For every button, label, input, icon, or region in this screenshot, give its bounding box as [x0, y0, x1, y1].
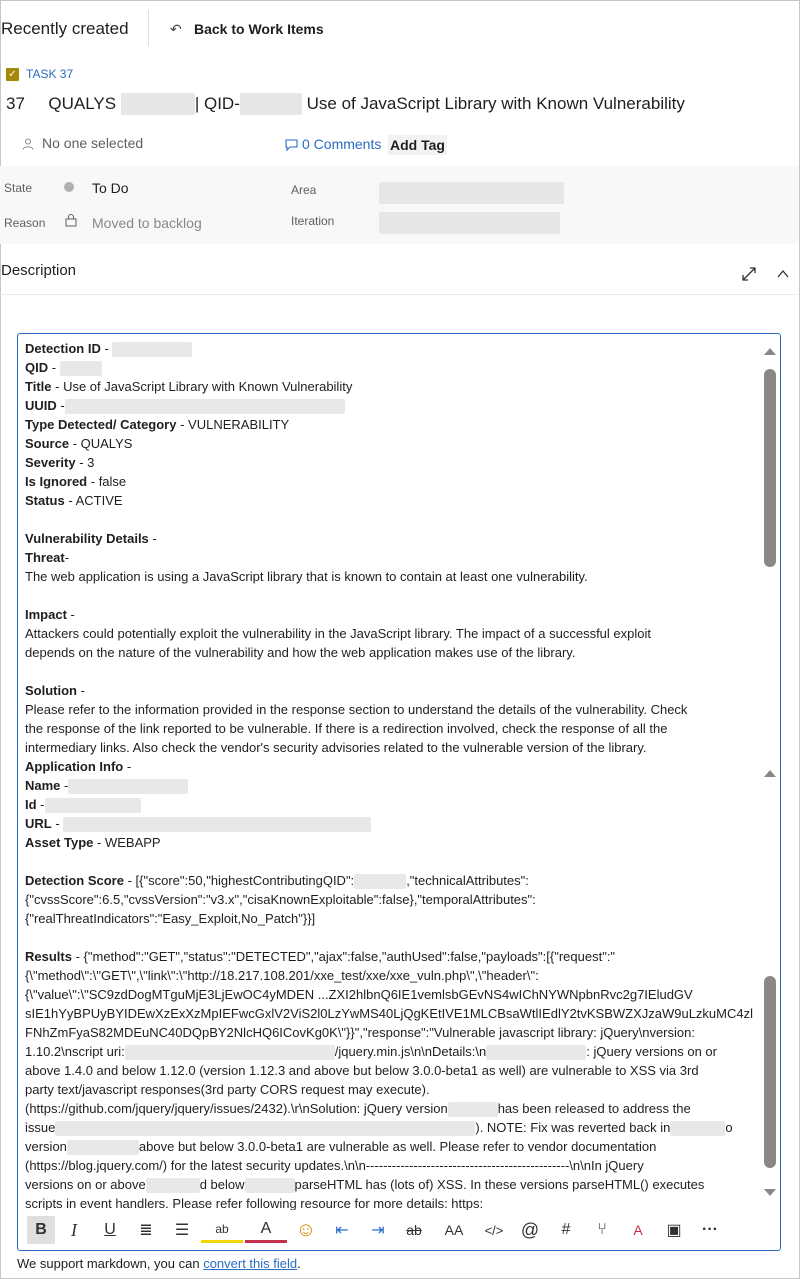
results-line: version: [25, 1139, 67, 1154]
description-heading: Description: [1, 262, 77, 279]
uuid-label: UUID: [25, 398, 57, 413]
redacted-value: [125, 1045, 335, 1060]
description-editor[interactable]: [17, 333, 781, 1251]
url-label: URL: [25, 816, 52, 831]
detection-id-label: Detection ID: [25, 341, 101, 356]
strikethrough-button[interactable]: ab: [406, 1222, 422, 1238]
indent-button[interactable]: ⇥: [371, 1222, 385, 1239]
more-options-button[interactable]: ···: [702, 1221, 718, 1238]
results-line: FNhZmFyaS82MDEuNC40DQpBY2NlcHQ6ICovKg0K\"}}","response":"Vulnerable javascript library: jQuery\nversion:: [25, 1025, 695, 1040]
title-value: Use of JavaScript Library with Known Vulnerability: [63, 379, 353, 394]
redacted-value: [486, 1045, 586, 1060]
redacted-value: [245, 1178, 295, 1193]
add-tag-button[interactable]: Add Tag: [390, 137, 445, 153]
hashtag-button[interactable]: #: [561, 1221, 571, 1238]
header-divider: [148, 10, 149, 46]
redacted-value: [60, 361, 102, 376]
ignored-label: Is Ignored: [25, 474, 88, 489]
results-label: Results: [25, 949, 72, 964]
source-label: Source: [25, 436, 70, 451]
type-label: Type Detected/ Category: [25, 417, 177, 432]
name-label: Name: [25, 778, 61, 793]
iteration-value[interactable]: [379, 212, 560, 234]
italic-button[interactable]: I: [71, 1219, 77, 1240]
severity-label: Severity: [25, 455, 76, 470]
code-button[interactable]: </>: [484, 1222, 504, 1238]
results-line: {\"method\":\"GET\",\"link\":\"http://18.217.108.201/xxe_test/xxe/xxe_vuln.php\",\"header\":: [25, 968, 539, 983]
redacted-value: [63, 817, 371, 832]
task-check-icon: ✓: [6, 68, 19, 81]
description-content[interactable]: Detection ID - QID - Title - Use of JavaScript Library with Known Vulnerability UUID - Type Detected/ Category - VULNERABILITY Source - QUALYS Severity - 3 Is Ignored - false Status - ACTIVE Vulnerability Details - Threat- The web application is using a JavaScript library that is known to contain at least one vulnerability. Impact - Attackers could potentially exploit the vulnerability in the JavaScript library. The impact of a successful exploit depends on the nature of the vulnerability and how the web application makes use of the library. Solution - Please refer to the information provided in the response section to understand the details of the vulnerability. Check the response of the link reported to be vulnerable. If there is a redirection involved, check the response of all the intermediary links. Also check the vendor's security advisories related to the vulnerable version of the library. Application Info - Name - Id - URL - Asset Type - WEBAPP Detection Score - [{"score":50,"highestContributingQID": ,"technicalAttributes": {"cvssScore":6.5,"cvssVersion":"v3.x","cisaKnownExploitable":false},"temporalAttributes": {"realThreatIndicators":"Easy_Exploit,No_Patch"}}] Results - {"method":"GET","status":"DETECTED","ajax":false,"authUsed":false,"payloads":[{"request":" {\"method\":\"GET\",\"link\":\"http://18.217.108.201/xxe_test/xxe/xxe_vuln.php\",\"header\": {\"value\":\"SC9zdDogMTguMjE3LjEwOC4yMDEN ...ZXI2hlbnQ6IE1vemlsbGEvNS4wIChNYWNpbnRvc2g7IEludGV sIE1hYyBPUyBYIDEwXzExXzMpIEFwcGxlV2ViS2l0LzYwMS40LjQgKEtIVE1MLCBsaWtlIEdlY2tvKSBWZXJzaW9uLzkuMC4zl FNhZmFyaS82MDEuNC40DQpBY2NlcHQ6ICovKg0K\"}}","response":"Vulnerable javascript library: jQuery\nversion: 1.10.2\nscript uri: /jquery.min.js\n\nDetails:\n : jQuery versions on or above 1.4.0 and below 1.12.0 (version 1.12.3 and above but below 3.0.0-beta1 as well) are vulnerable to XSS via 3rd party text/javascript responses(3rd party CORS request may execute). (https://github.com/jquery/jquery/issues/2432).\r\nSolution: jQuery version has been released to address the issue ). NOTE: Fix was reverted back in o version above but below 3.0.0-beta1 are vulnerable as well. Please refer to vendor documentation (https://blog.jquery.com/) for the latest security updates.\n\n-----------------------------------------------\n\nIn jQuery versions on or above d below parseHTML has (lots of) XSS. In these versions parseHTML() executes scripts in event handlers. Please refer following resource for more details: https:: [25, 339, 753, 1210]
scroll-up-icon[interactable]: [763, 346, 777, 356]
results-line: (https://github.com/jquery/jquery/issues/2432).\r\nSolution: jQuery version: [25, 1101, 448, 1116]
asset-type-value: WEBAPP: [104, 835, 161, 850]
work-item-type: [6, 67, 73, 81]
detection-score-text: [{"score":50,"highestContributingQID":: [135, 873, 355, 888]
title-label: Title: [25, 379, 52, 394]
results-line: above 1.4.0 and below 1.12.0 (version 1.12.3 and above but below 3.0.0-beta1 as well) are vulnerable to XSS via 3rd: [25, 1063, 699, 1078]
results-line: parseHTML has (lots of) XSS. In these versions parseHTML() executes: [294, 1177, 705, 1192]
scrollbar-thumb[interactable]: [764, 976, 776, 1168]
results-line: : jQuery versions on or: [586, 1044, 717, 1059]
state-label: State: [4, 181, 33, 195]
outdent-button[interactable]: ⇤: [335, 1222, 349, 1239]
results-line: d below: [199, 1177, 245, 1192]
comment-icon: [285, 139, 298, 151]
expand-icon[interactable]: [741, 266, 757, 282]
impact-line: Attackers could potentially exploit the vulnerability in the JavaScript library. The impact of a successful exploit: [25, 626, 651, 641]
results-line: o: [725, 1120, 733, 1135]
recently-created-label: Recently created: [1, 19, 129, 38]
threat-label: Threat: [25, 550, 65, 565]
state-dot-icon: [64, 182, 74, 192]
redacted-value: [670, 1121, 725, 1136]
font-size-button[interactable]: AA: [444, 1222, 464, 1238]
vuln-details-label: Vulnerability Details: [25, 531, 149, 546]
detection-score-text: ,"technicalAttributes":: [406, 873, 529, 888]
id-label: Id: [25, 797, 37, 812]
detection-score-line: {"realThreatIndicators":"Easy_Exploit,No_Patch"}}]: [25, 911, 316, 926]
assignee-picker[interactable]: [22, 135, 143, 151]
description-divider: [0, 294, 798, 295]
markdown-end: .: [297, 1256, 301, 1271]
scroll-down-icon[interactable]: [763, 1188, 777, 1198]
results-line: ). NOTE: Fix was reverted back in: [475, 1120, 671, 1135]
impact-line: depends on the nature of the vulnerability and how the web application makes use of the library.: [25, 645, 576, 660]
redacted-value: [65, 399, 345, 414]
solution-label: Solution: [25, 683, 77, 698]
detection-score-line: {"cvssScore":6.5,"cvssVersion":"v3.x","cisaKnownExploitable":false},"temporalAttributes":: [25, 892, 536, 907]
status-label: Status: [25, 493, 65, 508]
emoji-button[interactable]: ☺: [295, 1218, 317, 1241]
detection-score-label: Detection Score: [25, 873, 124, 888]
title-part-1: QUALYS: [48, 94, 117, 113]
scrollbar-thumb[interactable]: [764, 369, 776, 567]
state-value[interactable]: To Do: [92, 180, 129, 196]
assignee-label: No one selected: [42, 135, 144, 151]
redacted-value: [45, 798, 141, 813]
results-line: has been released to address the: [497, 1101, 691, 1116]
lock-icon: [65, 213, 77, 227]
solution-line: Please refer to the information provided in the response section to understand the details of the vulnerability. Check: [25, 702, 688, 717]
back-label: Back to Work Items: [194, 21, 324, 37]
results-line: sIE1hYyBPUyBYIDEwXzExXzMpIEFwcGxlV2ViS2l0LzYwMS40LjQgKEtIVE1MLCBsaWtlIEdlY2tvKSBWZXJzaW9uLzkuMC4zl: [25, 1006, 753, 1021]
redacted-value: [55, 1121, 475, 1136]
redacted-value: [448, 1102, 498, 1117]
numbered-list-button[interactable]: ☰: [174, 1222, 190, 1239]
threat-text: The web application is using a JavaScript library that is known to contain at least one vulnerability.: [25, 569, 588, 584]
redacted-block: [121, 93, 195, 115]
formatting-toolbar: [18, 1210, 780, 1250]
redacted-value: [68, 779, 188, 794]
ignored-value: false: [98, 474, 127, 489]
work-item-title[interactable]: [6, 93, 685, 115]
results-line: versions on or above: [25, 1177, 146, 1192]
redacted-value: [354, 874, 406, 889]
person-icon: [22, 138, 34, 150]
bullet-list-button[interactable]: ≣: [139, 1222, 153, 1239]
comments-count: 0 Comments: [302, 136, 382, 152]
results-line: 1.10.2\nscript uri:: [25, 1044, 125, 1059]
results-line: /jquery.min.js\n\nDetails:\n: [334, 1044, 487, 1059]
redacted-value: [112, 342, 192, 357]
results-line: (https://blog.jquery.com/) for the latest security updates.\n\n-----------------------------------------------\n\nIn jQuery: [25, 1158, 644, 1173]
task-type-label: TASK 37: [26, 67, 74, 81]
app-info-label: Application Info: [25, 759, 124, 774]
redacted-value: [67, 1140, 139, 1155]
source-value: QUALYS: [80, 436, 133, 451]
reason-label: Reason: [4, 216, 46, 230]
title-part-3: Use of JavaScript Library with Known Vulnerability: [306, 94, 685, 113]
severity-value: 3: [87, 455, 95, 470]
underline-button[interactable]: U: [104, 1221, 116, 1238]
solution-line: the response of the link reported to be vulnerable. If there is a redirection involved, check the response of all the: [25, 721, 668, 736]
comments-link[interactable]: [285, 136, 381, 152]
scroll-up-icon[interactable]: [763, 768, 777, 778]
markdown-text: We support markdown, you can: [17, 1256, 204, 1271]
insert-image-button[interactable]: ▣: [666, 1222, 682, 1239]
impact-label: Impact: [25, 607, 67, 622]
results-line: {\"value\":\"SC9zdDogMTguMjE3LjEwOC4yMDEN ...ZXI2hlbnQ6IE1vemlsbGEvNS4wIChNYWNpbnRvc2g7IEludGV: [25, 987, 693, 1002]
highlight-button[interactable]: ab: [201, 1218, 243, 1243]
top-bar: [0, 0, 800, 58]
results-line: {"method":"GET","status":"DETECTED","ajax":false,"authUsed":false,"payloads":[{"request":": [83, 949, 616, 964]
type-value: VULNERABILITY: [188, 417, 290, 432]
reason-value[interactable]: Moved to backlog: [92, 215, 202, 231]
font-color-button[interactable]: A: [245, 1218, 287, 1243]
results-line: issue: [25, 1120, 56, 1135]
results-line: scripts in event handlers. Please refer following resource for more details: https:: [25, 1196, 484, 1210]
back-arrow-icon: ↶: [170, 21, 182, 37]
redacted-value: [146, 1178, 200, 1193]
fields-panel: [0, 166, 798, 244]
pull-request-link-button[interactable]: ⑂: [597, 1221, 607, 1238]
back-to-work-items-button[interactable]: [170, 21, 324, 38]
qid-label: QID: [25, 360, 49, 375]
area-value[interactable]: [379, 182, 564, 204]
area-label: Area: [291, 183, 317, 197]
bold-button[interactable]: B: [27, 1216, 55, 1244]
results-line: above but below 3.0.0-beta1 are vulnerable as well. Please refer to vendor documentation: [138, 1139, 657, 1154]
work-item-id: 37: [6, 94, 25, 113]
convert-field-link[interactable]: convert this field: [203, 1256, 298, 1271]
markdown-note: [17, 1256, 301, 1271]
chevron-up-icon[interactable]: [776, 267, 790, 281]
status-value: ACTIVE: [75, 493, 123, 508]
mention-button[interactable]: @: [520, 1219, 540, 1240]
iteration-label: Iteration: [291, 214, 335, 228]
solution-line: intermediary links. Also check the vendor's security advisories related to the vulnerable version of the library.: [25, 740, 647, 755]
results-line: party text/javascript responses(3rd party CORS request may execute).: [25, 1082, 430, 1097]
redacted-block: [240, 93, 302, 115]
title-part-2: | QID-: [194, 94, 240, 113]
asset-type-label: Asset Type: [25, 835, 94, 850]
clear-format-button[interactable]: A: [633, 1222, 643, 1238]
